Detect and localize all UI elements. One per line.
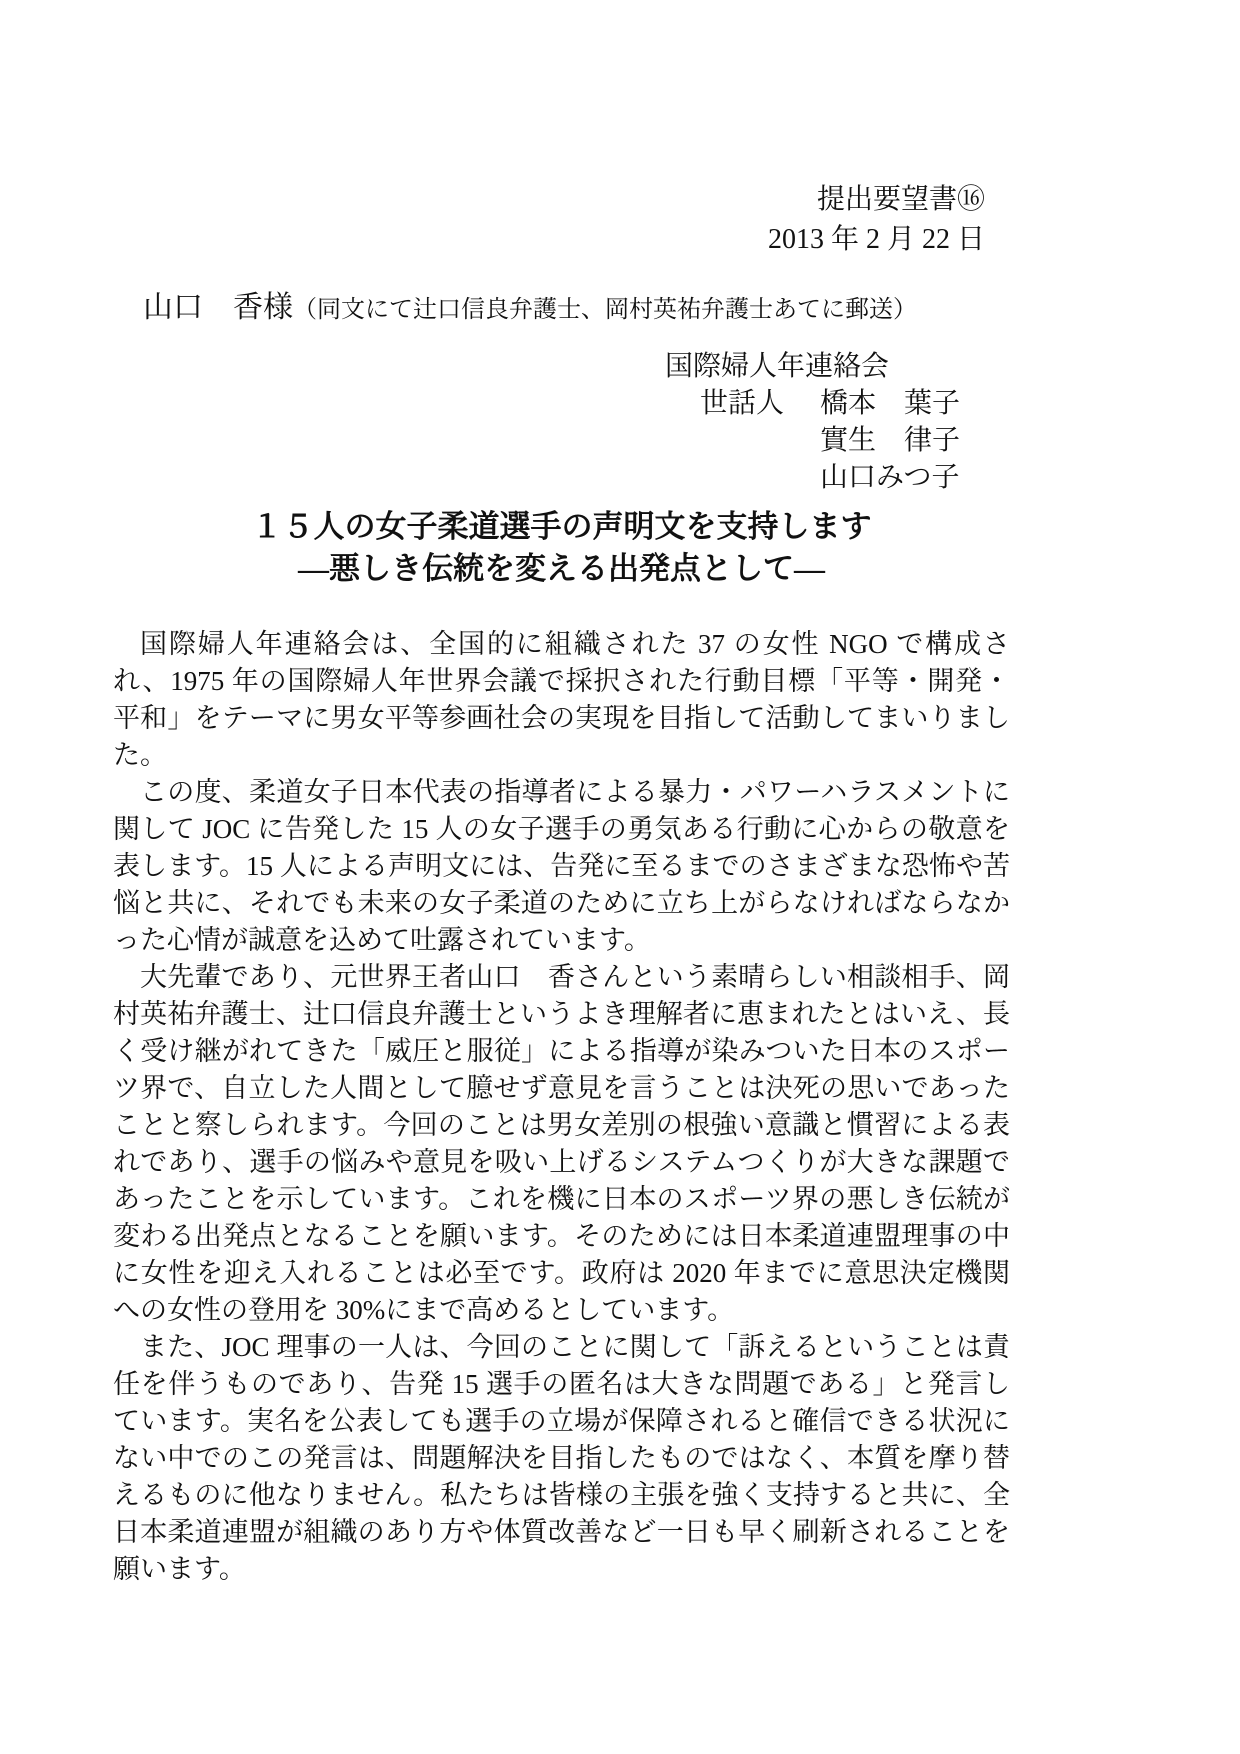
document-body [113, 626, 1010, 1588]
document-title [113, 506, 1010, 590]
document-header [113, 180, 1010, 260]
sender-name: 實生 律子 [820, 425, 961, 456]
sender-block [665, 348, 985, 496]
doc-number: 提出要望書⑯ [816, 184, 985, 215]
document-content [113, 180, 1010, 1588]
sender-role: 世話人 [700, 388, 785, 419]
body-paragraph: 大先輩であり、元世界王者山口 香さんという素晴らしい相談相手、岡村英祐弁護士、辻口信良弁護士というよき理解者に恵まれたとはいえ、長く受け継がれてきた「威圧と服従」による指導が染みついた日本のスポーツ界で、自立した人間として臆せず意見を言うことは決死の思いであったことと察しられます。今回のことは男女差別の根強い意識と慣習による表れであり、選手の悩みや意見を吸い上げるシステムつくりが大きな課題であったことを示しています。これを機に日本のスポーツ界の悪しき伝統が変わる出発点となることを願います。そのためには日本柔道連盟理事の中に女性を迎え入れることは必至です。政府は 2020 年までに意思決定機関への女性の登用を 30%にまで高めるとしています。 [113, 962, 1010, 1325]
doc-date: 2013 年 2 月 22 日 [767, 224, 985, 255]
body-paragraph: 国際婦人年連絡会は、全国的に組織された 37 の女性 NGO で構成され、1975 年の国際婦人年世界会議で採択された行動目標「平等・開発・平和」をテーマに男女平等参画社会の実現を目指して活動してまいりました。 [113, 629, 1010, 770]
body-paragraph: この度、柔道女子日本代表の指導者による暴力・パワーハラスメントに関して JOC に告発した 15 人の女子選手の勇気ある行動に心からの敬意を表します。15 人による声明文には、告発に至るまでのさまざまな恐怖や苦悩と共に、それでも未来の女子柔道のために立ち上がらなければならなかった心情が誠意を込めて吐露されています。 [113, 777, 1010, 955]
body-paragraph: また、JOC 理事の一人は、今回のことに関して「訴えるということは責任を伴うものであり、告発 15 選手の匿名は大きな問題である」と発言しています。実名を公表しても選手の立場が保障されると確信できる状況にない中でのこの発言は、問題解決を目指したものではなく、本質を摩り替えるものに他なりません。私たちは皆様の主張を強く支持すると共に、全日本柔道連盟が組織のあり方や体質改善など一日も早く刷新されることを願います。 [113, 1332, 1010, 1584]
sender-row [665, 385, 985, 422]
addressee-name: 山口 香様 [143, 291, 293, 324]
doc-title-line2: ―悪しき伝統を変える出発点として― [298, 551, 825, 586]
addressee-note: （同文にて辻口信良弁護士、岡村英祐弁護士あてに郵送） [293, 297, 917, 323]
sender-name: 山口みつ子 [820, 462, 960, 493]
addressee-line [143, 288, 1010, 330]
sender-name: 橋本 葉子 [820, 388, 961, 419]
doc-title-line1: １５人の女子柔道選手の声明文を支持します [251, 509, 872, 544]
sender-org: 国際婦人年連絡会 [665, 351, 890, 382]
